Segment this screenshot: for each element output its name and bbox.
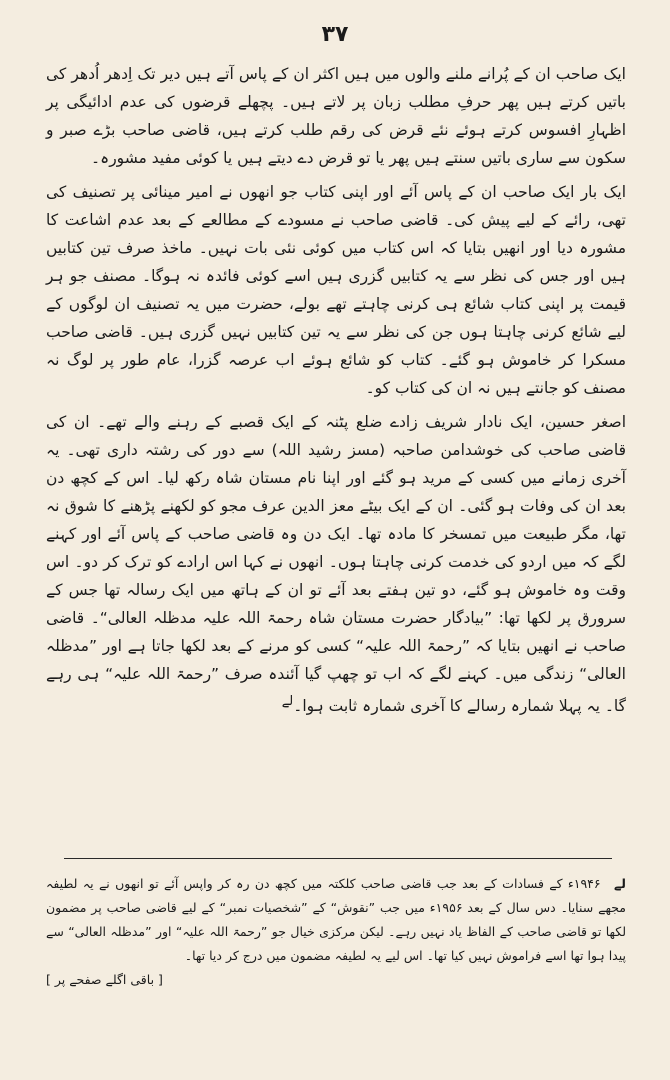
body-text	[46, 60, 626, 726]
paragraph-2: ایک بار ایک صاحب ان کے پاس آئے اور اپنی کتاب جو انھوں نے امیر مینائی پر تصنیف کی تھی، رائے کے لیے پیش کی۔ قاضی صاحب نے مسودے کے مطالعے کے بعد عدم اشاعت کا مشورہ دیا اور انھیں بتایا کہ اس کتاب میں کوئی نئی بات نہیں۔ ماخذ صرف تین کتابیں ہیں اور جس کی نظر سے یہ کتابیں گزری ہیں اسے کوئی فائدہ نہ ہوگا۔ مصنف جو ہر قیمت پر اپنی کتاب شائع ہی کرنی چاہتے تھے بولے، حضرت میں یہ تصنیف ان لوگوں کے لیے شائع کرنی چاہتا ہوں جن کی نظر سے یہ تین کتابیں نہیں گزری ہیں۔ قاضی صاحب مسکرا کر خاموش ہو گئے۔ کتاب کو شائع ہوئے اب عرصہ گزرا، عام طور پر لوگ نہ مصنف کو جانتے ہیں نہ ان کی کتاب کو۔	[46, 183, 626, 397]
footnote-mark: لے	[613, 876, 626, 891]
footnote-reference: لے	[281, 694, 294, 709]
continued-note: [ باقی اگلے صفحے پر ]	[46, 972, 163, 987]
paragraph-3	[46, 408, 626, 720]
footnote-text: ۱۹۴۶ء کے فسادات کے بعد جب قاضی صاحب کلکتہ میں کچھ دن رہ کر واپس آئے تو انھوں نے یہ لطیفہ مجھے سنایا۔ دس سال کے بعد ۱۹۵۶ء میں جب ”نقوش“ کے ”شخصیات نمبر“ کے لیے قاضی صاحب پر مضمون لکھا تو قاضی صاحب کے الفاظ یاد نہیں رہے۔ لیکن مرکزی خیال جو ”رحمۃ اللہ علیہ“ اور ”مدظلہ العالی“ سے پیدا ہوا تھا اسے فراموش نہیں کیا تھا۔ اس لیے یہ لطیفہ مضمون میں درج کر دیا تھا۔	[46, 876, 626, 963]
page-number: ۳۷	[321, 22, 349, 47]
footnote	[46, 872, 626, 992]
paragraph-1: ایک صاحب ان کے پُرانے ملنے والوں میں ہیں اکثر ان کے پاس آتے ہیں دیر تک اِدھر اُدھر کی باتیں کرتے ہیں پھر حرفِ مطلب زبان پر لاتے ہیں۔ پچھلے قرضوں کی عدم ادائیگی پر اظہارِ افسوس کرتے ہوئے نئے قرض کی رقم طلب کرتے ہیں، قاضی صاحب بڑے صبر و سکون سے ساری باتیں سنتے ہیں پھر یا تو قرض دے دیتے ہیں یا کوئی مفید مشورہ۔	[46, 65, 626, 167]
footnote-separator	[64, 858, 612, 859]
paragraph-3-text: اصغر حسین، ایک نادار شریف زادے ضلع پٹنہ کے ایک قصبے کے رہنے والے تھے۔ ان کی قاضی صاحب کی خوشدامن صاحبہ (مسز رشید اللہ) سے دور کی رشتہ داری تھی۔ یہ آخری زمانے میں کسی کے مرید ہو گئے اور اپنا نام مستان شاہ رکھ لیا۔ اس کے کچھ دن بعد ان کی وفات ہو گئی۔ ان کے ایک بیٹے معز الدین عرف مجو کو لکھنے پڑھنے کا شوق نہ تھا، مگر طبیعت میں تمسخر کا مادہ تھا۔ ایک دن وہ قاضی صاحب کے پاس آئے اور کہنے لگے کہ میں اردو کی خدمت کرنی چاہتا ہوں۔ انھوں نے کہا اس ارادے کو ترک کر دو۔ اس وقت وہ خاموش ہو گئے، دو تین ہفتے بعد آئے تو ان کے ہاتھ میں ایک رسالہ تھا جس کے سرورق پر لکھا تھا: ”بیادگار حضرت مستان شاہ رحمۃ اللہ علیہ مدظلہ العالی“۔ قاضی صاحب نے انھیں بتایا کہ ”رحمۃ اللہ علیہ“ کسی کو مرنے کے بعد لکھا جاتا ہے اور ”مدظلہ العالی“ زندگی میں۔ کہنے لگے کہ اب تو چھپ گیا آئندہ صرف ”رحمۃ اللہ علیہ“ ہی رہے گا۔ یہ پہلا شمارہ رسالے کا آخری شمارہ ثابت ہوا۔	[46, 413, 626, 716]
